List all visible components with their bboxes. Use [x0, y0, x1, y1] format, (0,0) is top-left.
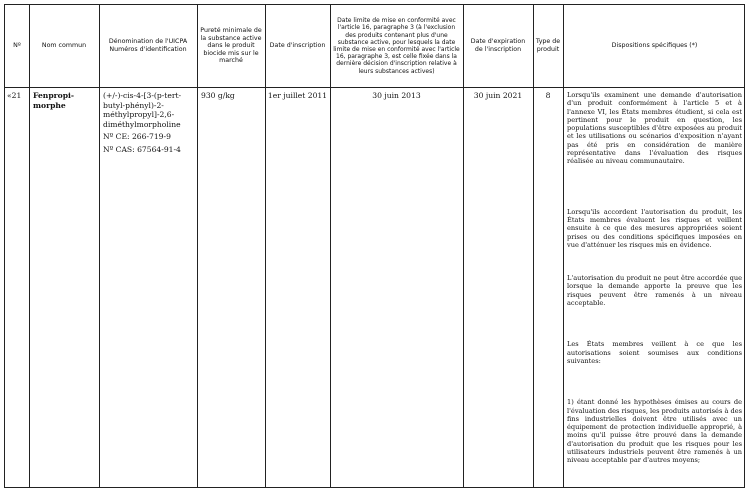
- regulation-table: [4, 4, 745, 488]
- header-divider: [5, 87, 744, 88]
- header-common-name: Nom commun: [41, 42, 87, 50]
- provision-paragraph: 1) étant donné les hypothèses émises au cours de l'évaluation des risques, les produits autorisés à des fins industrielles doivent être utilisés avec un équipement de protection individuelle approprié, à moins qu'il puisse être prouvé dans la demande d'autorisation du produit que les risques pour les utilisateurs industriels peuvent être ramenés à un niveau acceptable par d'autres moyens;: [567, 398, 742, 465]
- header-number: Nº: [13, 42, 21, 50]
- header-purity: Pureté minimale de la substance active dans le produit biocide mis sur le marché: [200, 27, 262, 65]
- iupac-name: (+/-)-cis-4-[3-(p-tert-butyl-phényl)-2-méthylpropyl]-2,6-diméthylmorpholine: [103, 91, 182, 129]
- provision-paragraph: L'autorisation du produit ne peut être accordée que lorsque la demande apporte la preuve que les risques peuvent être ramenés à un niveau acceptable.: [567, 274, 742, 308]
- purity-value: 930 g/kg: [201, 91, 235, 100]
- common-name: Fenpropi-morphe: [33, 91, 75, 110]
- header-expiry-date: Date d'expiration de l'inscription: [470, 38, 526, 53]
- product-type-value: 8: [545, 91, 551, 100]
- ce-number: Nº CE: 266-719-9: [103, 132, 171, 142]
- header-provisions: Dispositions spécifiques (*): [611, 42, 698, 50]
- cas-number: Nº CAS: 67564-91-4: [103, 144, 181, 154]
- header-compliance-deadline: Date limite de mise en conformité avec l'article 16, paragraphe 3 (à l'exclusion des produits contenant plus d'une substance active, pour lesquels la date limite de mise en conformité avec l'article 16, paragraphe 3, est celle fixée dans la dernière décision d'inscription relative à leurs substances actives): [333, 17, 460, 75]
- provision-paragraph: Lorsqu'ils examinent une demande d'autorisation d'un produit conformément à l'article 5 et à l'annexe VI, les États membres étudient, si cela est pertinent pour le produit en question, les populations susceptibles d'être exposées au produit et les utilisations ou scénarios d'exposition n'ayant pas été pris en considération de manière représentative dans l'évaluation des risques réalisée au niveau communautaire.: [567, 91, 742, 166]
- header-iupac: Dénomination de l'UICPA Numéros d'identification: [108, 38, 188, 53]
- provision-paragraph: Les États membres veillent à ce que les autorisations soient soumises aux conditions suivantes:: [567, 340, 742, 365]
- header-inclusion-date: Date d'inscription: [269, 42, 326, 50]
- compliance-deadline-value: 30 juin 2013: [372, 91, 421, 100]
- iupac-cell: [103, 91, 195, 155]
- provision-paragraph: Lorsqu'ils accordent l'autorisation du produit, les États membres évaluent les risques et veillent ensuite à ce que des mesures appropriées soient prises ou des conditions spécifiques imposées en vue d'atténuer les risques mis en évidence.: [567, 207, 742, 249]
- expiry-date-value: 30 juin 2021: [473, 91, 523, 100]
- header-product-type: Type de produit: [535, 38, 561, 53]
- specific-provisions: [567, 91, 742, 465]
- inclusion-date-value: 1er juillet 2011: [267, 91, 328, 100]
- row-number: «21: [7, 91, 22, 100]
